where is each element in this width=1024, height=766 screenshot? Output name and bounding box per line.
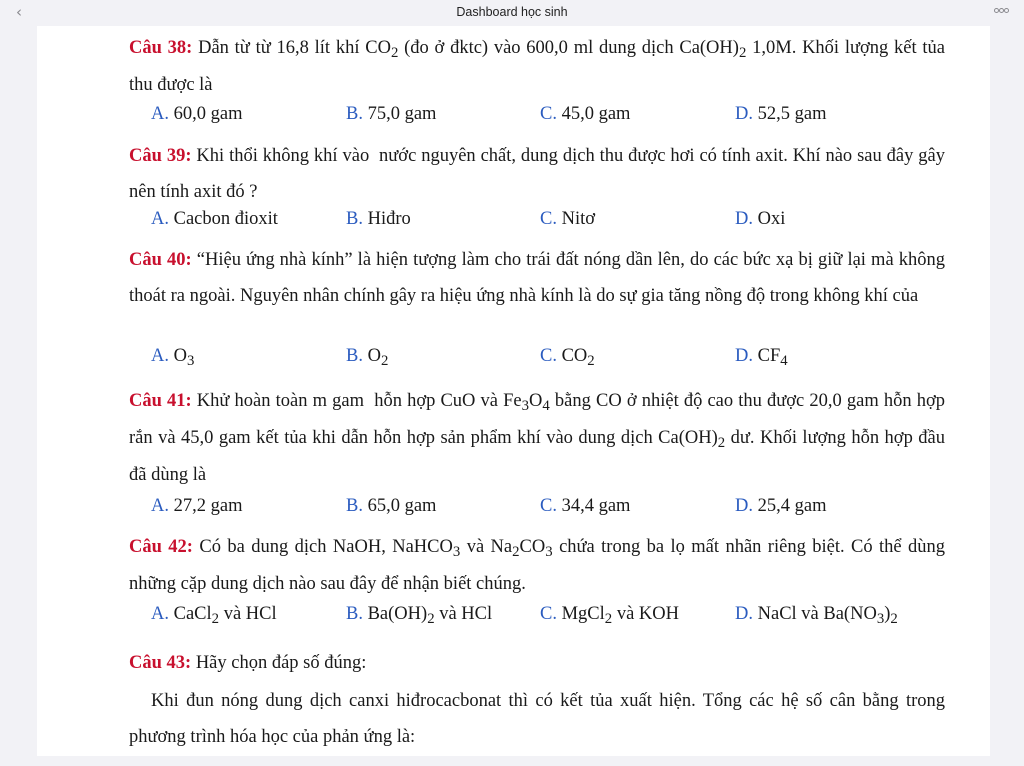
option-b[interactable]: B. 65,0 gam [346, 496, 437, 516]
question-38 [129, 30, 945, 103]
question-label: Câu 43: [129, 653, 192, 673]
question-text: Dẫn từ từ 16,8 lít khí $CO_2$ (đo ở đktc) vào 600,0 ml dung dịch $Ca(OH)_2$ 1,0M. Khối lượng kết tủa thu được là [129, 38, 946, 95]
question-43 [129, 645, 945, 681]
option-b[interactable]: B. $Ba(OH)_2$ và HCl [346, 604, 493, 628]
question-text: Có ba dung dịch NaOH, NaHCO$_3$ và $Na_2CO_3$ chứa trong ba lọ mất nhãn riêng biệt. Có thể dùng những cặp dung dịch nào sau đây để nhận biết chúng. [129, 537, 946, 594]
option-c[interactable]: C. $CO_2$ [540, 346, 595, 370]
question-43-body: Khi đun nóng dung dịch canxi hiđrocacbonat thì có kết tủa xuất hiện. Tổng các hệ số cân bằng trong phương trình hóa học của phản ứng là: [129, 691, 945, 747]
question-label: Câu 41: [129, 391, 192, 411]
question-42 [129, 529, 945, 602]
option-d[interactable]: D. 25,4 gam [735, 496, 827, 516]
question-label: Câu 39: [129, 146, 192, 166]
option-c[interactable]: C. Nitơ [540, 209, 596, 229]
option-c[interactable]: C. MgCl$_2$ và KOH [540, 604, 679, 628]
option-a[interactable]: A. CaCl$_2$ và HCl [151, 604, 277, 628]
question-text: Khi thổi không khí vào nước nguyên chất, dung dịch thu được hơi có tính axit. Khí nào sau đây gây nên tính axit đó ? [129, 146, 946, 202]
top-bar [0, 0, 1024, 26]
option-b[interactable]: B. 75,0 gam [346, 104, 437, 124]
question-text: “Hiệu ứng nhà kính” là hiện tượng làm cho trái đất nóng dần lên, do các bức xạ bị giữ lại mà không thoát ra ngoài. Nguyên nhân chính gây ra hiệu ứng nhà kính là do sự gia tăng nồng độ trong không khí của [129, 250, 945, 306]
option-d[interactable]: D. Oxi [735, 209, 786, 229]
options-40 [151, 346, 951, 376]
question-label: Câu 42: [129, 537, 193, 557]
question-text: Khử hoàn toàn m gam hỗn hợp CuO và $Fe_3O_4$ bằng CO ở nhiệt độ cao thu được 20,0 gam hỗn hợp rắn và 45,0 gam kết tủa khi dẫn hỗn hợp sản phẩm khí vào dung dịch $Ca(OH)_2$ dư. Khối lượng hỗn hợp đầu đã dùng là [129, 391, 946, 485]
option-a[interactable]: A. $O_3$ [151, 346, 195, 370]
question-text: Hãy chọn đáp số đúng: [191, 653, 367, 673]
options-41 [151, 496, 951, 526]
question-39 [129, 138, 945, 210]
option-b[interactable]: B. $O_2$ [346, 346, 389, 370]
more-dots-icon[interactable] [994, 5, 1010, 15]
option-d[interactable]: D. $CF_4$ [735, 346, 788, 370]
document-page [37, 26, 990, 756]
page-title: Dashboard học sinh [456, 5, 568, 19]
question-40 [129, 242, 945, 314]
options-39 [151, 209, 951, 239]
option-b[interactable]: B. Hiđro [346, 209, 411, 229]
option-a[interactable]: A. Cacbon đioxit [151, 209, 278, 229]
options-42 [151, 604, 951, 634]
option-d[interactable]: D. NaCl và $Ba(NO_3)_2$ [735, 604, 898, 628]
option-a[interactable]: A. 60,0 gam [151, 104, 243, 124]
option-c[interactable]: C. 45,0 gam [540, 104, 631, 124]
option-d[interactable]: D. 52,5 gam [735, 104, 827, 124]
question-41 [129, 383, 945, 493]
option-a[interactable]: A. 27,2 gam [151, 496, 243, 516]
question-label: Câu 40: [129, 250, 192, 270]
options-38 [151, 104, 951, 134]
question-label: Câu 38: [129, 38, 193, 58]
option-c[interactable]: C. 34,4 gam [540, 496, 631, 516]
chevron-left-icon[interactable]: ‹ [16, 3, 22, 21]
